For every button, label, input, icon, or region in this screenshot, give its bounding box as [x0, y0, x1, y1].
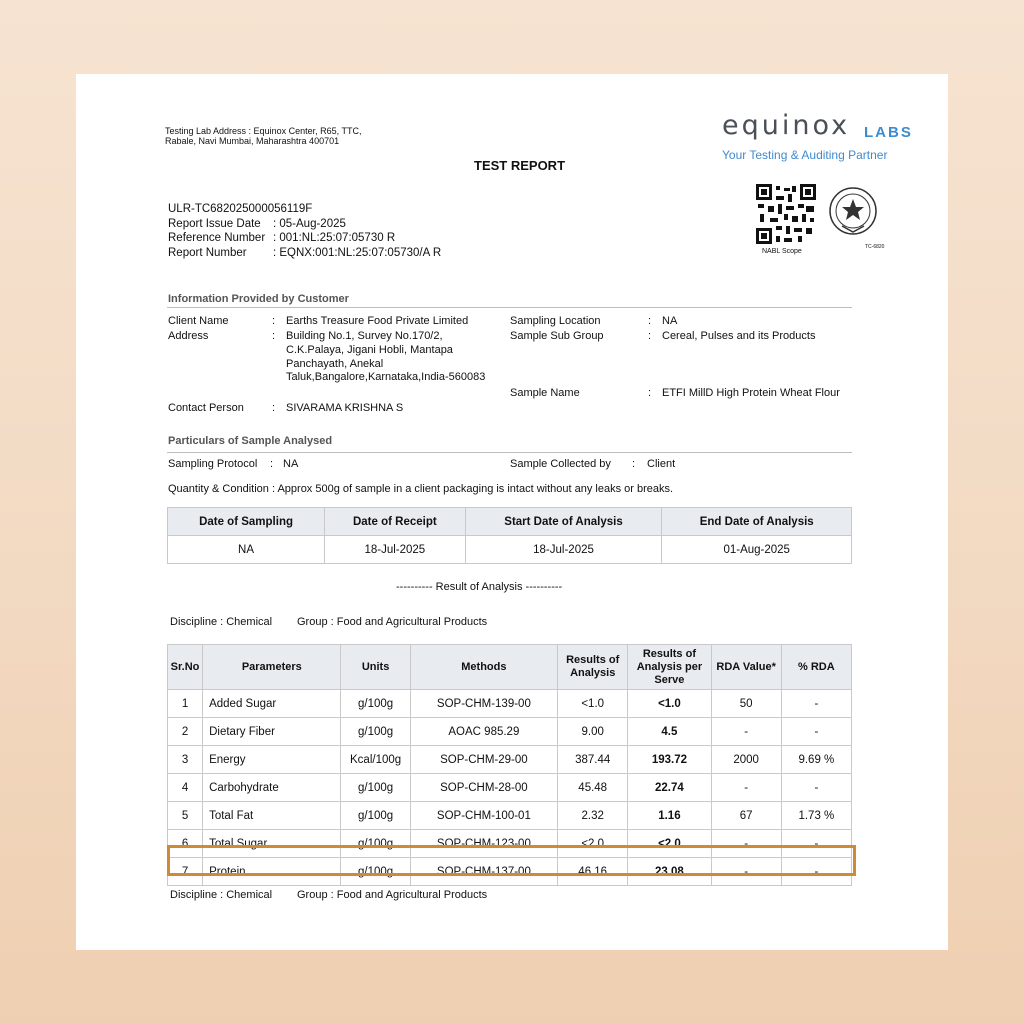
protocol-label: Sampling Protocol [168, 458, 258, 470]
colon: : [648, 387, 652, 399]
table-row: 1 Added Sugar g/100g SOP-CHM-139-00 <1.0 <1.0 50 - [168, 690, 852, 718]
qr-label: NABL Scope [762, 248, 802, 255]
equinox-logo-word: equinox [722, 110, 851, 141]
column-header: RDA Value* [711, 645, 781, 690]
column-header: % RDA [781, 645, 851, 690]
colon: : [648, 315, 652, 327]
sampling-location-label: Sampling Location [510, 315, 601, 327]
column-header: Results of Analysis [558, 645, 628, 690]
sample-name-label: Sample Name [510, 387, 580, 399]
colon: : [632, 458, 636, 470]
table-cell: NA [168, 536, 325, 564]
table-row: 3 Energy Kcal/100g SOP-CHM-29-00 387.44 193.72 2000 9.69 % [168, 746, 852, 774]
column-header: Parameters [203, 645, 341, 690]
colon: : [272, 402, 276, 414]
column-header: Date of Sampling [168, 508, 325, 536]
sample-name-value: ETFI MillD High Protein Wheat Flour [662, 387, 840, 399]
colon: : [272, 315, 276, 327]
column-header: Results of Analysis per Serve [628, 645, 711, 690]
highlighted-row: 7 Protein g/100g SOP-CHM-137-00 46.16 23.08 - - [168, 858, 852, 886]
table-row: 6 Total Sugar g/100g SOP-CHM-123-00 <2.0 <2.0 - - [168, 830, 852, 858]
column-header: Date of Receipt [325, 508, 466, 536]
equinox-logo-labs: LABS [864, 124, 913, 141]
colon: : [648, 330, 652, 342]
client-name-value: Earths Treasure Food Private Limited [286, 315, 469, 327]
quantity-condition: Quantity & Condition : Approx 500g of sample in a client packaging is intact without any leaks or breaks. [168, 483, 674, 495]
table-row: 4 Carbohydrate g/100g SOP-CHM-28-00 45.48 22.74 - - [168, 774, 852, 802]
seal-label: TC-6820 [865, 244, 885, 250]
protein-row-highlight [167, 845, 856, 876]
divider [167, 452, 852, 453]
table-row [168, 536, 852, 564]
table-row: 2 Dietary Fiber g/100g AOAC 985.29 9.00 4.5 - - [168, 718, 852, 746]
lab-address: Testing Lab Address : Equinox Center, R65, TTC, Rabale, Navi Mumbai, Maharashtra 400701 [165, 126, 362, 146]
table-header-row [168, 645, 852, 690]
discipline-label: Discipline : Chemical [170, 616, 273, 628]
dates-table [167, 507, 852, 564]
divider [167, 307, 852, 308]
meta-row: Report Issue Date : 05-Aug-2025 [168, 217, 346, 230]
footer-discipline-label: Discipline : Chemical [170, 889, 273, 901]
table-cell: 18-Jul-2025 [325, 536, 466, 564]
column-header: End Date of Analysis [662, 508, 852, 536]
colon: : [272, 330, 276, 342]
sample-sub-group-label: Sample Sub Group [510, 330, 604, 342]
table-header-row [168, 508, 852, 536]
column-header: Units [341, 645, 410, 690]
table-row: 5 Total Fat g/100g SOP-CHM-100-01 2.32 1.16 67 1.73 % [168, 802, 852, 830]
table-cell: 18-Jul-2025 [465, 536, 662, 564]
client-name-label: Client Name [168, 315, 229, 327]
result-divider: ---------- Result of Analysis ---------- [396, 581, 563, 593]
lab-tagline: Your Testing & Auditing Partner [722, 148, 888, 162]
colon: : [270, 458, 274, 470]
column-header: Sr.No [168, 645, 203, 690]
collected-value: Client [647, 458, 676, 470]
address-value: Building No.1, Survey No.170/2, C.K.Palaya, Jigani Hobli, Mantapa Panchayath, Anekal Taluk,Bangalore,Karnataka,India-560083 [286, 330, 486, 384]
meta-row: Report Number : EQNX:001:NL:25:07:05730/A R [168, 246, 442, 259]
report-title: TEST REPORT [474, 158, 566, 173]
protocol-value: NA [283, 458, 299, 470]
address-label: Address [168, 330, 209, 342]
particulars-heading: Particulars of Sample Analysed [168, 435, 333, 447]
sample-sub-group-value: Cereal, Pulses and its Products [662, 330, 816, 342]
column-header: Start Date of Analysis [465, 508, 662, 536]
customer-heading: Information Provided by Customer [168, 293, 349, 305]
collected-label: Sample Collected by [510, 458, 611, 470]
group-label: Group : Food and Agricultural Products [297, 616, 488, 628]
qr-code-icon [756, 184, 816, 244]
table-cell: 01-Aug-2025 [662, 536, 852, 564]
report-sheet [76, 74, 948, 950]
sampling-location-value: NA [662, 315, 678, 327]
meta-row: Reference Number : 001:NL:25:07:05730 R [168, 232, 396, 245]
contact-value: SIVARAMA KRISHNA S [286, 402, 404, 414]
contact-label: Contact Person [168, 402, 244, 414]
ulr-number: ULR-TC682025000056119F [168, 203, 313, 215]
report-meta [168, 202, 441, 260]
nabl-seal-icon [828, 186, 878, 236]
column-header: Methods [410, 645, 557, 690]
footer-group-label: Group : Food and Agricultural Products [297, 889, 488, 901]
